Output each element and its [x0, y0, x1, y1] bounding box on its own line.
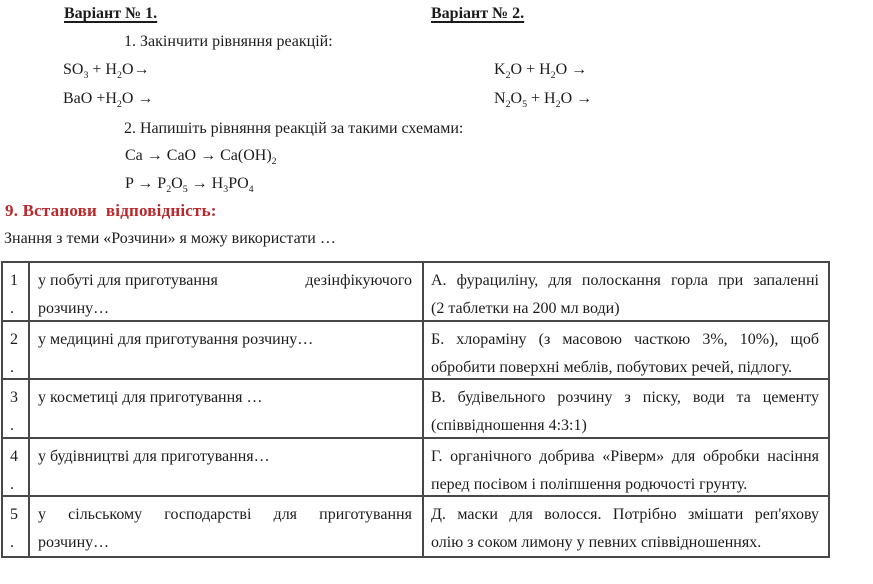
answer-cell: [424, 263, 828, 322]
cell-text-segment: для: [273, 506, 298, 523]
cell-text-line: перед посівом і поліпшення родючості грунту.: [431, 475, 748, 493]
row-number-dot: .: [10, 475, 14, 493]
row-number-cell: [3, 497, 30, 556]
row-number-cell: [3, 380, 30, 439]
cell-text-segment: господарстві: [164, 506, 252, 523]
cell-text-line: розчину…: [38, 534, 110, 551]
row-number-dot: .: [10, 534, 14, 551]
cell-text-line: обробити поверхні меблів, побутових речей, підлогу.: [431, 358, 792, 376]
row-number-dot: .: [10, 300, 14, 317]
cell-text-segment: сільському: [68, 506, 143, 523]
row-number-dot: .: [10, 417, 14, 434]
cell-text-line: у медицині для приготування розчину…: [38, 330, 314, 348]
row-number: 2: [10, 330, 18, 348]
cell-text-line: у косметиці для приготування …: [38, 389, 263, 406]
variant-2-title: Варіант № 2.: [431, 5, 525, 22]
equation-n2o5-h2o: $N_2O_5 + H_2O$ →: [494, 90, 593, 111]
cell-text-line: Д. маски для волосся. Потрібно змішати реп'яхову: [431, 506, 819, 523]
cell-text-line: [38, 501, 412, 529]
scheme-p-p2o5: $P \to P_2O_5 \to H_3PO_4$: [125, 175, 254, 196]
task-2-label: 2. Напишіть рівняння реакцій за такими схемами:: [124, 120, 464, 137]
usage-cell: [30, 497, 424, 556]
row-number-cell: [3, 322, 30, 381]
task-1-label: 1. Закінчити рівняння реакцій:: [124, 33, 333, 50]
row-number-dot: .: [10, 358, 14, 376]
cell-text-segment: приготування: [319, 506, 412, 523]
scheme-ca-cao: Ca → CaO → $Ca(OH)_2$: [125, 147, 277, 168]
match-table: [1, 261, 830, 558]
cell-text-line: (2 таблетки на 200 мл води): [431, 300, 620, 317]
row-number: 4: [10, 447, 18, 465]
equation-k2o-h2o: $K_2O + H_2O$ →: [494, 61, 588, 82]
answer-cell: [424, 380, 828, 439]
row-number-cell: [3, 439, 30, 498]
row-number-cell: [3, 263, 30, 322]
row-number: 5: [10, 506, 18, 523]
cell-text-line: олію з соком лимону у певних співвідношеннях.: [431, 534, 762, 551]
cell-text-line: В. будівельного розчину з піску, води та цементу: [431, 389, 819, 406]
row-number: 1: [10, 272, 18, 289]
answer-cell: [424, 322, 828, 381]
usage-cell: [30, 380, 424, 439]
cell-text-line: [38, 267, 412, 295]
answer-cell: [424, 439, 828, 498]
cell-text-line: А. фурациліну, для полоскання горла при запаленні: [431, 272, 819, 289]
usage-cell: [30, 263, 424, 322]
cell-text-segment: у побуті для приготування: [38, 272, 218, 289]
section-9-intro: Знання з теми «Розчини» я можу використати …: [4, 230, 336, 247]
cell-text-line: (співвідношення 4:3:1): [431, 417, 587, 434]
equation-bao-h2o: BaO $+H_2O$ →: [63, 90, 154, 111]
usage-cell: [30, 322, 424, 381]
answer-cell: [424, 497, 828, 556]
usage-cell: [30, 439, 424, 498]
cell-text-line: розчину…: [38, 300, 110, 317]
section-9-heading: 9. Встанови відповідність:: [5, 201, 217, 220]
cell-text-line: у будівництві для приготування…: [38, 447, 270, 465]
cell-text-line: Б. хлораміну (з масовою часткою 3%, 10%), щоб: [431, 330, 819, 348]
variant-1-title: Варіант № 1.: [64, 5, 158, 22]
equation-so3-h2o: $SO_3 + H_2O\to$: [63, 61, 150, 82]
cell-text-line: Г. органічного добрива «Ріверм» для обробки насіння: [431, 447, 819, 465]
cell-text-segment: у: [38, 506, 46, 523]
row-number: 3: [10, 389, 18, 406]
cell-text-segment: дезінфікуючого: [305, 272, 412, 289]
